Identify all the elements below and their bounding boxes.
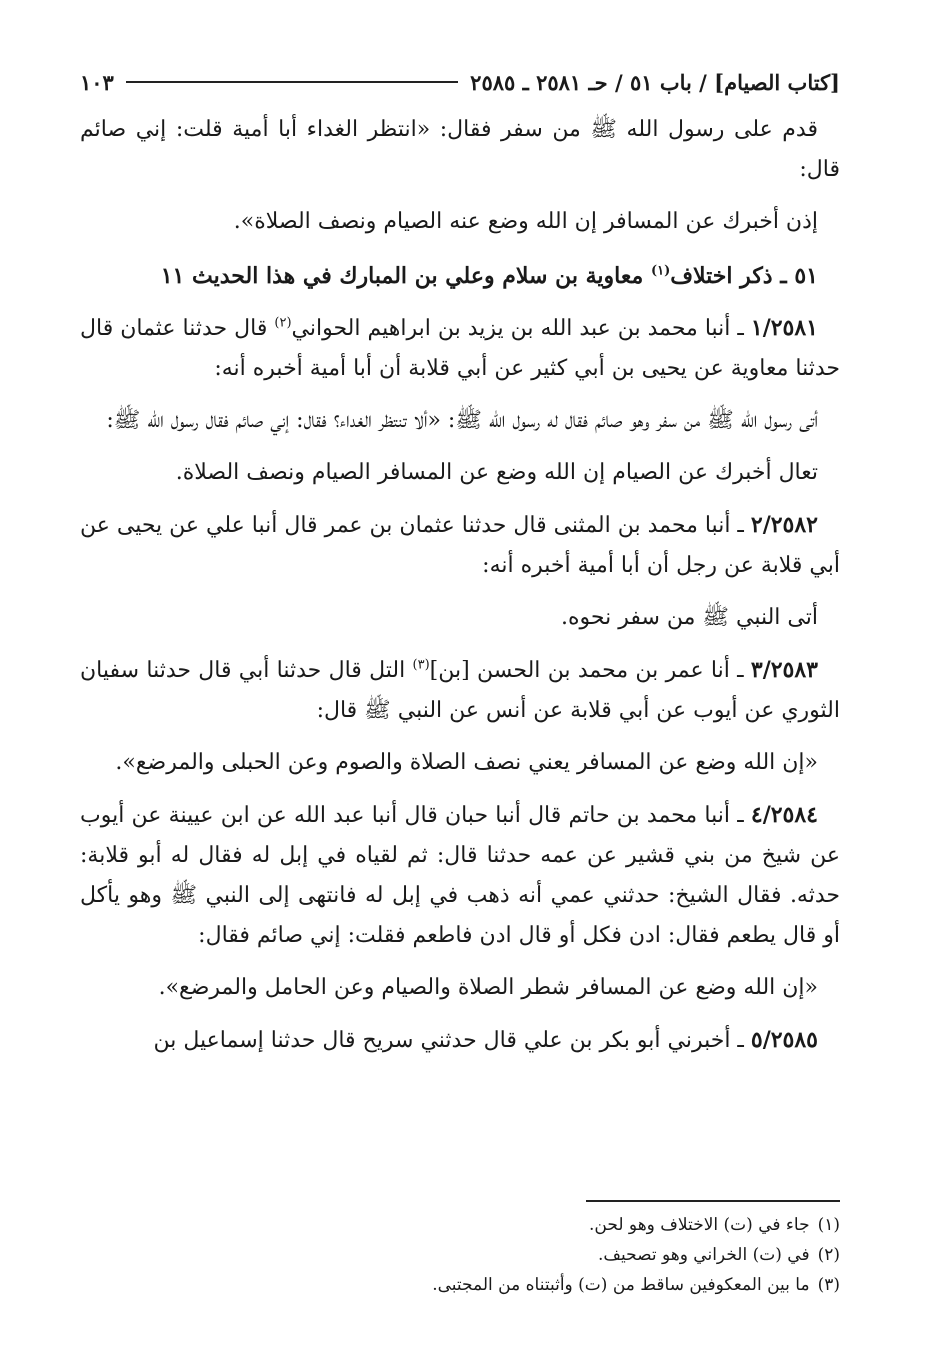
section-heading: [80, 256, 840, 296]
hadith-2584-isnad: [80, 795, 840, 956]
isnad-text: ـ أنا عمر بن محمد بن الحسن [بن]: [429, 658, 751, 683]
footnote-ref: (١): [650, 263, 671, 279]
running-title: [كتاب الصيام] / باب ٥١ / حـ ٢٥٨١ ـ ٢٥٨٥: [470, 69, 840, 95]
section-heading-rest: معاوية بن سلام وعلي بن المبارك في هذا الحديث ١١: [160, 263, 651, 289]
hadith-2584-matn: «إن الله وضع عن المسافر شطر الصلاة والصيام وعن الحامل والمرضع».: [158, 975, 818, 1000]
isnad-text: ـ أنبا محمد بن حاتم قال أنبا حبان قال أنبا عبد الله عن ابن عيينة عن أيوب عن شيخ من بني قشير عن عمه حدثنا قال: ثم لقياه في إبل له فقال له أبو قلابة: حدثه. فقال الشيخ: حدثني عمي أنه ذهب في إبل له فانتهى إلى النبي ﷺ وهو يأكل أو قال يطعم فقال: ادن فكل أو قال ادن فاطعم فقلت: إني صائم فقال:: [80, 803, 840, 948]
isnad-text: ـ أخبرني أبو بكر بن علي قال حدثني سريح قال حدثنا إسماعيل بن: [153, 1028, 751, 1053]
footnote-text: ما بين المعكوفين ساقط من (ت) وأثبتناه من المجتبى.: [432, 1275, 810, 1295]
running-header: [80, 62, 840, 102]
hadith-2583-isnad: [80, 650, 840, 731]
footnote-text: جاء في (ت) الاختلاف وهو لحن.: [589, 1215, 810, 1235]
footnote-number: (٣): [817, 1275, 840, 1295]
hadith-number: ٢/٢٥٨٢: [750, 512, 818, 538]
page-number: ١٠٣: [80, 69, 114, 95]
hadith-2585-isnad: [80, 1020, 840, 1061]
footnote-number: (٢): [817, 1245, 840, 1265]
hadith-2581-matn: تعال أخبرك عن الصيام إن الله وضع عن المسافر الصيام ونصف الصلاة.: [175, 460, 818, 485]
hadith-number: ١/٢٥٨١: [750, 315, 818, 341]
hadith-2581-isnad: [80, 308, 840, 389]
isnad-text: التل قال حدثنا أبي قال حدثنا سفيان الثوري عن أيوب عن أبي قلابة عن أنس عن النبي ﷺ قال:: [80, 658, 840, 723]
footnotes: [80, 1210, 840, 1300]
isnad-text: ـ أنبا محمد بن عبد الله بن يزيد بن ابراهيم الحواني: [291, 316, 751, 341]
footnote-number: (١): [817, 1215, 840, 1235]
paragraph: قدم على رسول الله ﷺ من سفر فقال: «انتظر الغداء أبا أمية قلت: إني صائم قال:: [80, 117, 840, 182]
section-heading-text: ٥١ ـ ذكر اختلاف: [670, 263, 818, 289]
hadith-number: ٥/٢٥٨٥: [750, 1027, 818, 1053]
isnad-text: قال حدثنا عثمان قال حدثنا معاوية عن يحيى بن أبي كثير عن أبي قلابة أن أبا أمية أخبره أنه:: [80, 316, 840, 381]
hadith-number: ٤/٢٥٨٤: [750, 802, 818, 828]
hadith-2583-matn: «إن الله وضع عن المسافر يعني نصف الصلاة والصوم وعن الحبلى والمرضع».: [115, 750, 818, 775]
isnad-text: ـ أنبا محمد بن المثنى قال حدثنا عثمان بن عمر قال أنبا علي عن يحيى عن أبي قلابة عن رجل أن أبا أمية أخبره أنه:: [80, 513, 840, 578]
footnote: [80, 1210, 840, 1240]
footnote-ref: (٣): [412, 657, 430, 673]
hadith-number: ٣/٢٥٨٣: [750, 657, 818, 683]
main-text: [80, 110, 840, 1061]
footnote-ref: (٢): [274, 315, 292, 331]
header-rule: [126, 81, 458, 83]
hadith-2581-matn: أتى رسول الله ﷺ من سفر وهو صائم فقال له رسول الله ﷺ: «ألا تنتظر الغداء؟ فقال: إني صائم فقال رسول الله ﷺ:: [106, 408, 818, 433]
footnote: [80, 1240, 840, 1270]
footnote: [80, 1270, 840, 1300]
paragraph: إذن أخبرك عن المسافر إن الله وضع عنه الصيام ونصف الصلاة».: [233, 209, 818, 234]
book-page: [80, 62, 840, 1312]
footnote-divider: [586, 1200, 840, 1202]
footnote-text: في (ت) الخراني وهو تصحيف.: [597, 1245, 810, 1265]
hadith-2582-matn: أتى النبي ﷺ من سفر نحوه.: [561, 605, 818, 630]
hadith-2582-isnad: [80, 505, 840, 586]
